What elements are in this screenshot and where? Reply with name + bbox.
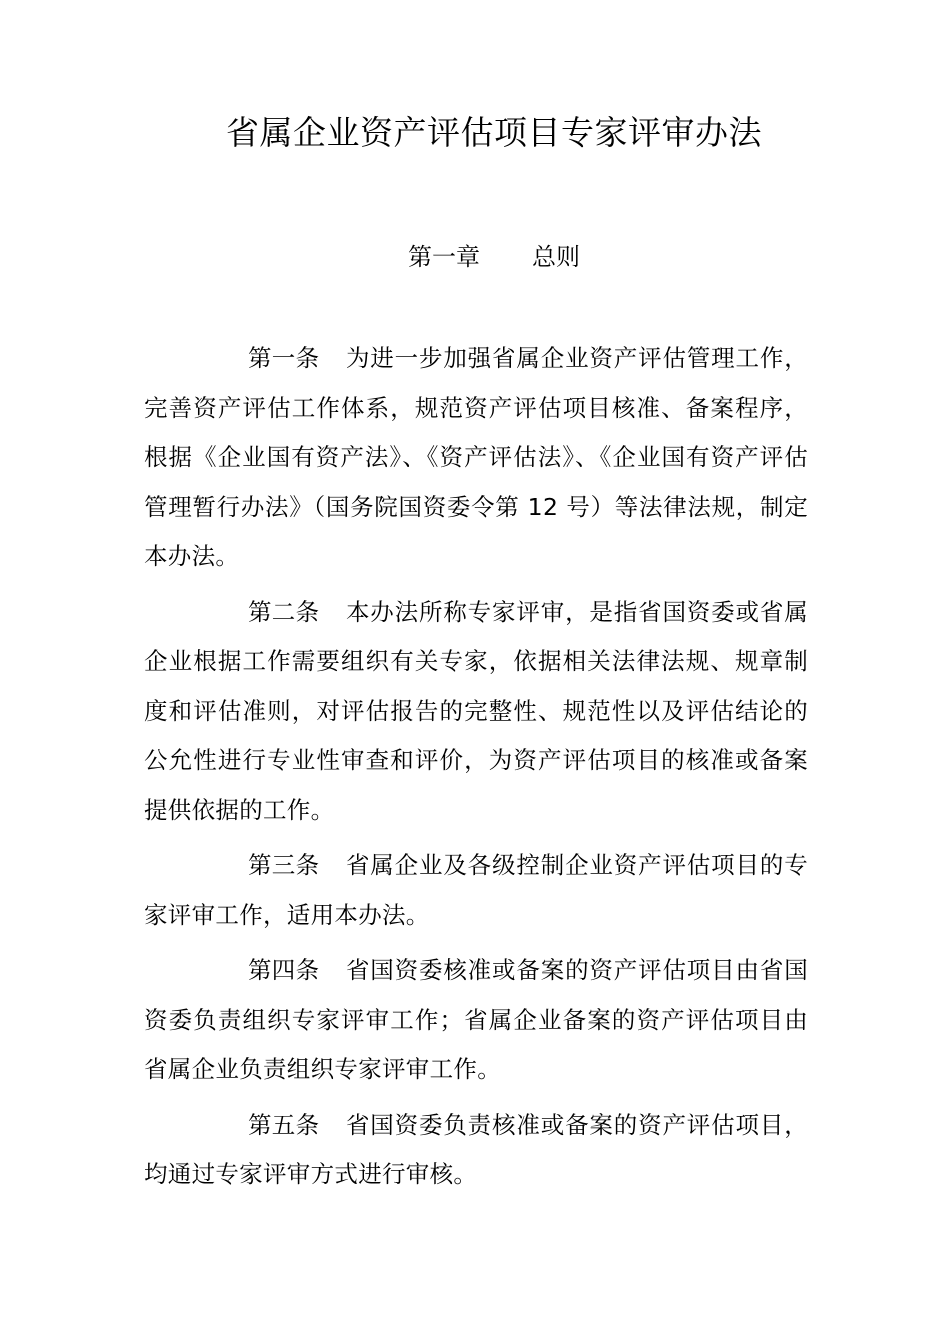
article-label: 第二条 [248,597,320,626]
article-label: 第四条 [248,956,320,984]
article-3 [144,841,808,940]
article-5 [144,1101,808,1200]
article-text: 省国资委负责核准或备案的资产评估项目，均通过专家评审方式进行审核。 [144,1110,808,1188]
article-4 [144,946,808,1095]
article-label: 第三条 [248,851,320,879]
chapter-heading [0,240,950,274]
chapter-number: 第一章 [408,243,480,271]
document-body [144,334,808,1206]
article-text: 为进一步加强省属企业资产评估管理工作，完善资产评估工作体系，规范资产评估项目核准、备案程序，根据《企业国有资产法》、《资产评估法》、《企业国有资产评估管理暂行办法》（国务院国资委令第 12 号）等法律法规，制定本办法。 [144,344,808,570]
article-text: 省国资委核准或备案的资产评估项目由省国资委负责组织专家评审工作；省属企业备案的资产评估项目由省属企业负责组织专家评审工作。 [144,956,808,1083]
document-title: 省属企业资产评估项目专家评审办法 [226,113,762,152]
article-text: 省属企业及各级控制企业资产评估项目的专家评审工作，适用本办法。 [144,851,808,929]
chapter-name: 总则 [532,243,580,271]
article-text: 本办法所称专家评审，是指省国资委或省属企业根据工作需要组织有关专家，依据相关法律法规、规章制度和评估准则，对评估报告的完整性、规范性以及评估结论的公允性进行专业性审查和评价，为资产评估项目的核准或备案提供依据的工作。 [144,597,808,824]
article-2 [144,588,808,836]
article-1 [144,334,808,582]
article-label: 第五条 [248,1110,320,1139]
article-label: 第一条 [248,344,320,372]
